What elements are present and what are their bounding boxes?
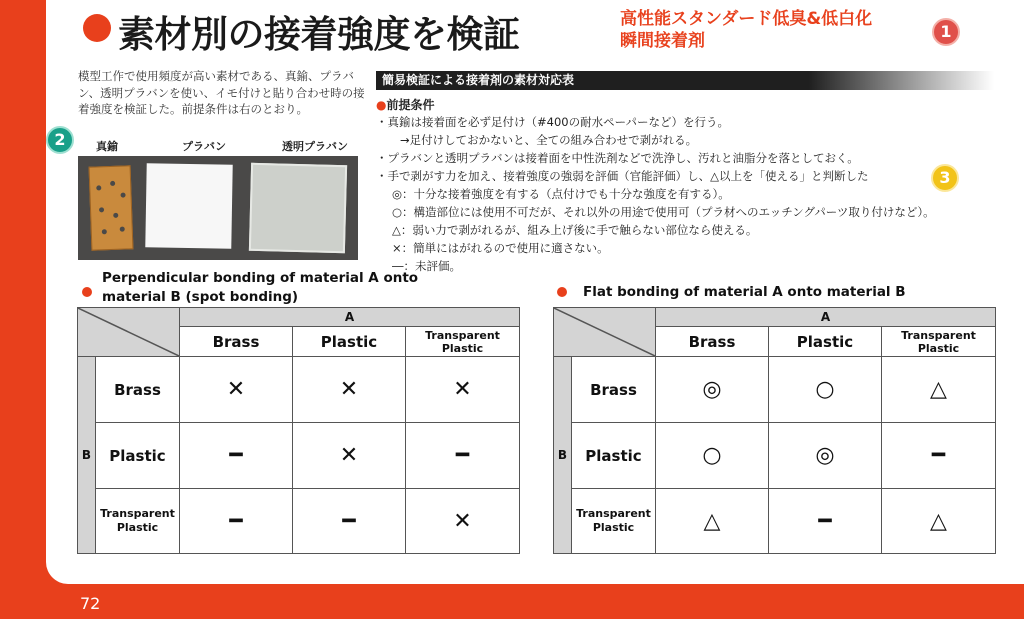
rating-cell: ━ bbox=[406, 423, 520, 489]
column-header: Brass bbox=[180, 327, 293, 357]
table-left-bullet-icon bbox=[82, 287, 92, 297]
rating-cell: ✕ bbox=[293, 423, 406, 489]
row-header: Transparent Plastic bbox=[572, 489, 656, 554]
title-bullet-icon bbox=[83, 14, 111, 42]
rating-cell: ◎ bbox=[656, 357, 769, 423]
table-right-title: Flat bonding of material A onto material B bbox=[583, 284, 906, 300]
page-sheet bbox=[46, 0, 1024, 584]
rating-cell: ○ bbox=[656, 423, 769, 489]
rating-cell: ━ bbox=[180, 423, 293, 489]
rating-cell: ◎ bbox=[769, 423, 882, 489]
condition-line-3: ・プラバンと透明プラバンは接着面を中性洗剤などで洗浄し、汚れと油脂分を落としておく。 bbox=[376, 151, 859, 165]
table-right-bullet-icon bbox=[557, 287, 567, 297]
rating-cell: ━ bbox=[769, 489, 882, 554]
a-axis-header: A bbox=[656, 308, 996, 327]
row-header: Brass bbox=[96, 357, 180, 423]
photo-label-clear: 透明プラバン bbox=[282, 140, 348, 153]
condition-line-7: △：弱い力で剥がれるが、組み上げ後に手で触らない部位なら使える。 bbox=[392, 223, 758, 237]
bullet-icon: ● bbox=[376, 98, 387, 112]
rating-cell: ○ bbox=[769, 357, 882, 423]
condition-line-6: ○：構造部位には使用不可だが、それ以外の用途で使用可（プラ材へのエッチングパーツ取り付けなど）。 bbox=[392, 205, 935, 219]
row-header: Transparent Plastic bbox=[96, 489, 180, 554]
table-corner bbox=[78, 308, 180, 357]
rating-cell: ━ bbox=[293, 489, 406, 554]
column-header: Plastic bbox=[293, 327, 406, 357]
condition-line-8: ×：簡単にはがれるので使用に適さない。 bbox=[392, 241, 609, 255]
rating-cell: ✕ bbox=[406, 489, 520, 554]
intro-paragraph: 模型工作で使用頻度が高い素材である、真鍮、プラバン、透明プラバンを使い、イモ付けと貼り合わせ時の接着強度を検証した。前提条件は右のとおり。 bbox=[78, 69, 365, 116]
table-spot-bonding bbox=[77, 307, 520, 554]
plastic-sample-image bbox=[145, 163, 232, 248]
number-badge-1: 1 bbox=[932, 18, 960, 46]
condition-line-9: ―：未評価。 bbox=[392, 259, 461, 273]
column-header: Transparent Plastic bbox=[406, 327, 520, 357]
condition-line-2: →足付けしておかないと、全ての組み合わせで剥がれる。 bbox=[400, 133, 698, 147]
rating-cell: △ bbox=[882, 489, 996, 554]
brass-sample-image bbox=[89, 165, 134, 250]
conditions-section-header: 簡易検証による接着剤の素材対応表 bbox=[376, 71, 994, 90]
condition-line-1: ・真鍮は接着面を必ず足付け（#400の耐水ペーパーなど）を行う。 bbox=[376, 115, 730, 129]
condition-line-5: ◎：十分な接着強度を有する（点付けでも十分な強度を有する）。 bbox=[392, 187, 730, 201]
subtitle-line-2: 瞬間接着剤 bbox=[620, 31, 705, 51]
a-axis-header: A bbox=[180, 308, 520, 327]
table-flat-bonding bbox=[553, 307, 996, 554]
page-title: 素材別の接着強度を検証 bbox=[118, 13, 520, 56]
rating-cell: ✕ bbox=[293, 357, 406, 423]
product-subtitle bbox=[620, 8, 872, 52]
rating-cell: △ bbox=[656, 489, 769, 554]
photo-label-brass: 真鍮 bbox=[96, 140, 118, 153]
row-header: Plastic bbox=[572, 423, 656, 489]
table-corner bbox=[554, 308, 656, 357]
row-header: Brass bbox=[572, 357, 656, 423]
rating-cell: △ bbox=[882, 357, 996, 423]
b-axis-header: B bbox=[554, 357, 572, 554]
page-number: 72 bbox=[80, 594, 101, 613]
column-header: Transparent Plastic bbox=[882, 327, 996, 357]
rating-cell: ✕ bbox=[180, 357, 293, 423]
materials-photo bbox=[78, 156, 358, 260]
clear-plastic-sample-image bbox=[249, 163, 347, 253]
table-left-title: Perpendicular bonding of material A onto material B (spot bonding) bbox=[102, 270, 419, 305]
rating-cell: ━ bbox=[180, 489, 293, 554]
b-axis-header: B bbox=[78, 357, 96, 554]
photo-label-plastic: プラバン bbox=[182, 140, 226, 153]
column-header: Brass bbox=[656, 327, 769, 357]
rating-cell: ━ bbox=[882, 423, 996, 489]
conditions-heading: ●前提条件 bbox=[376, 98, 435, 112]
column-header: Plastic bbox=[769, 327, 882, 357]
rating-cell: ✕ bbox=[406, 357, 520, 423]
number-badge-2: 2 bbox=[46, 126, 74, 154]
number-badge-3: 3 bbox=[931, 164, 959, 192]
condition-line-4: ・手で剥がす力を加え、接着強度の強弱を評価（官能評価）し、△以上を「使える」と判断した bbox=[376, 169, 869, 183]
subtitle-line-1: 高性能スタンダード低臭&低白化 bbox=[620, 9, 873, 29]
row-header: Plastic bbox=[96, 423, 180, 489]
